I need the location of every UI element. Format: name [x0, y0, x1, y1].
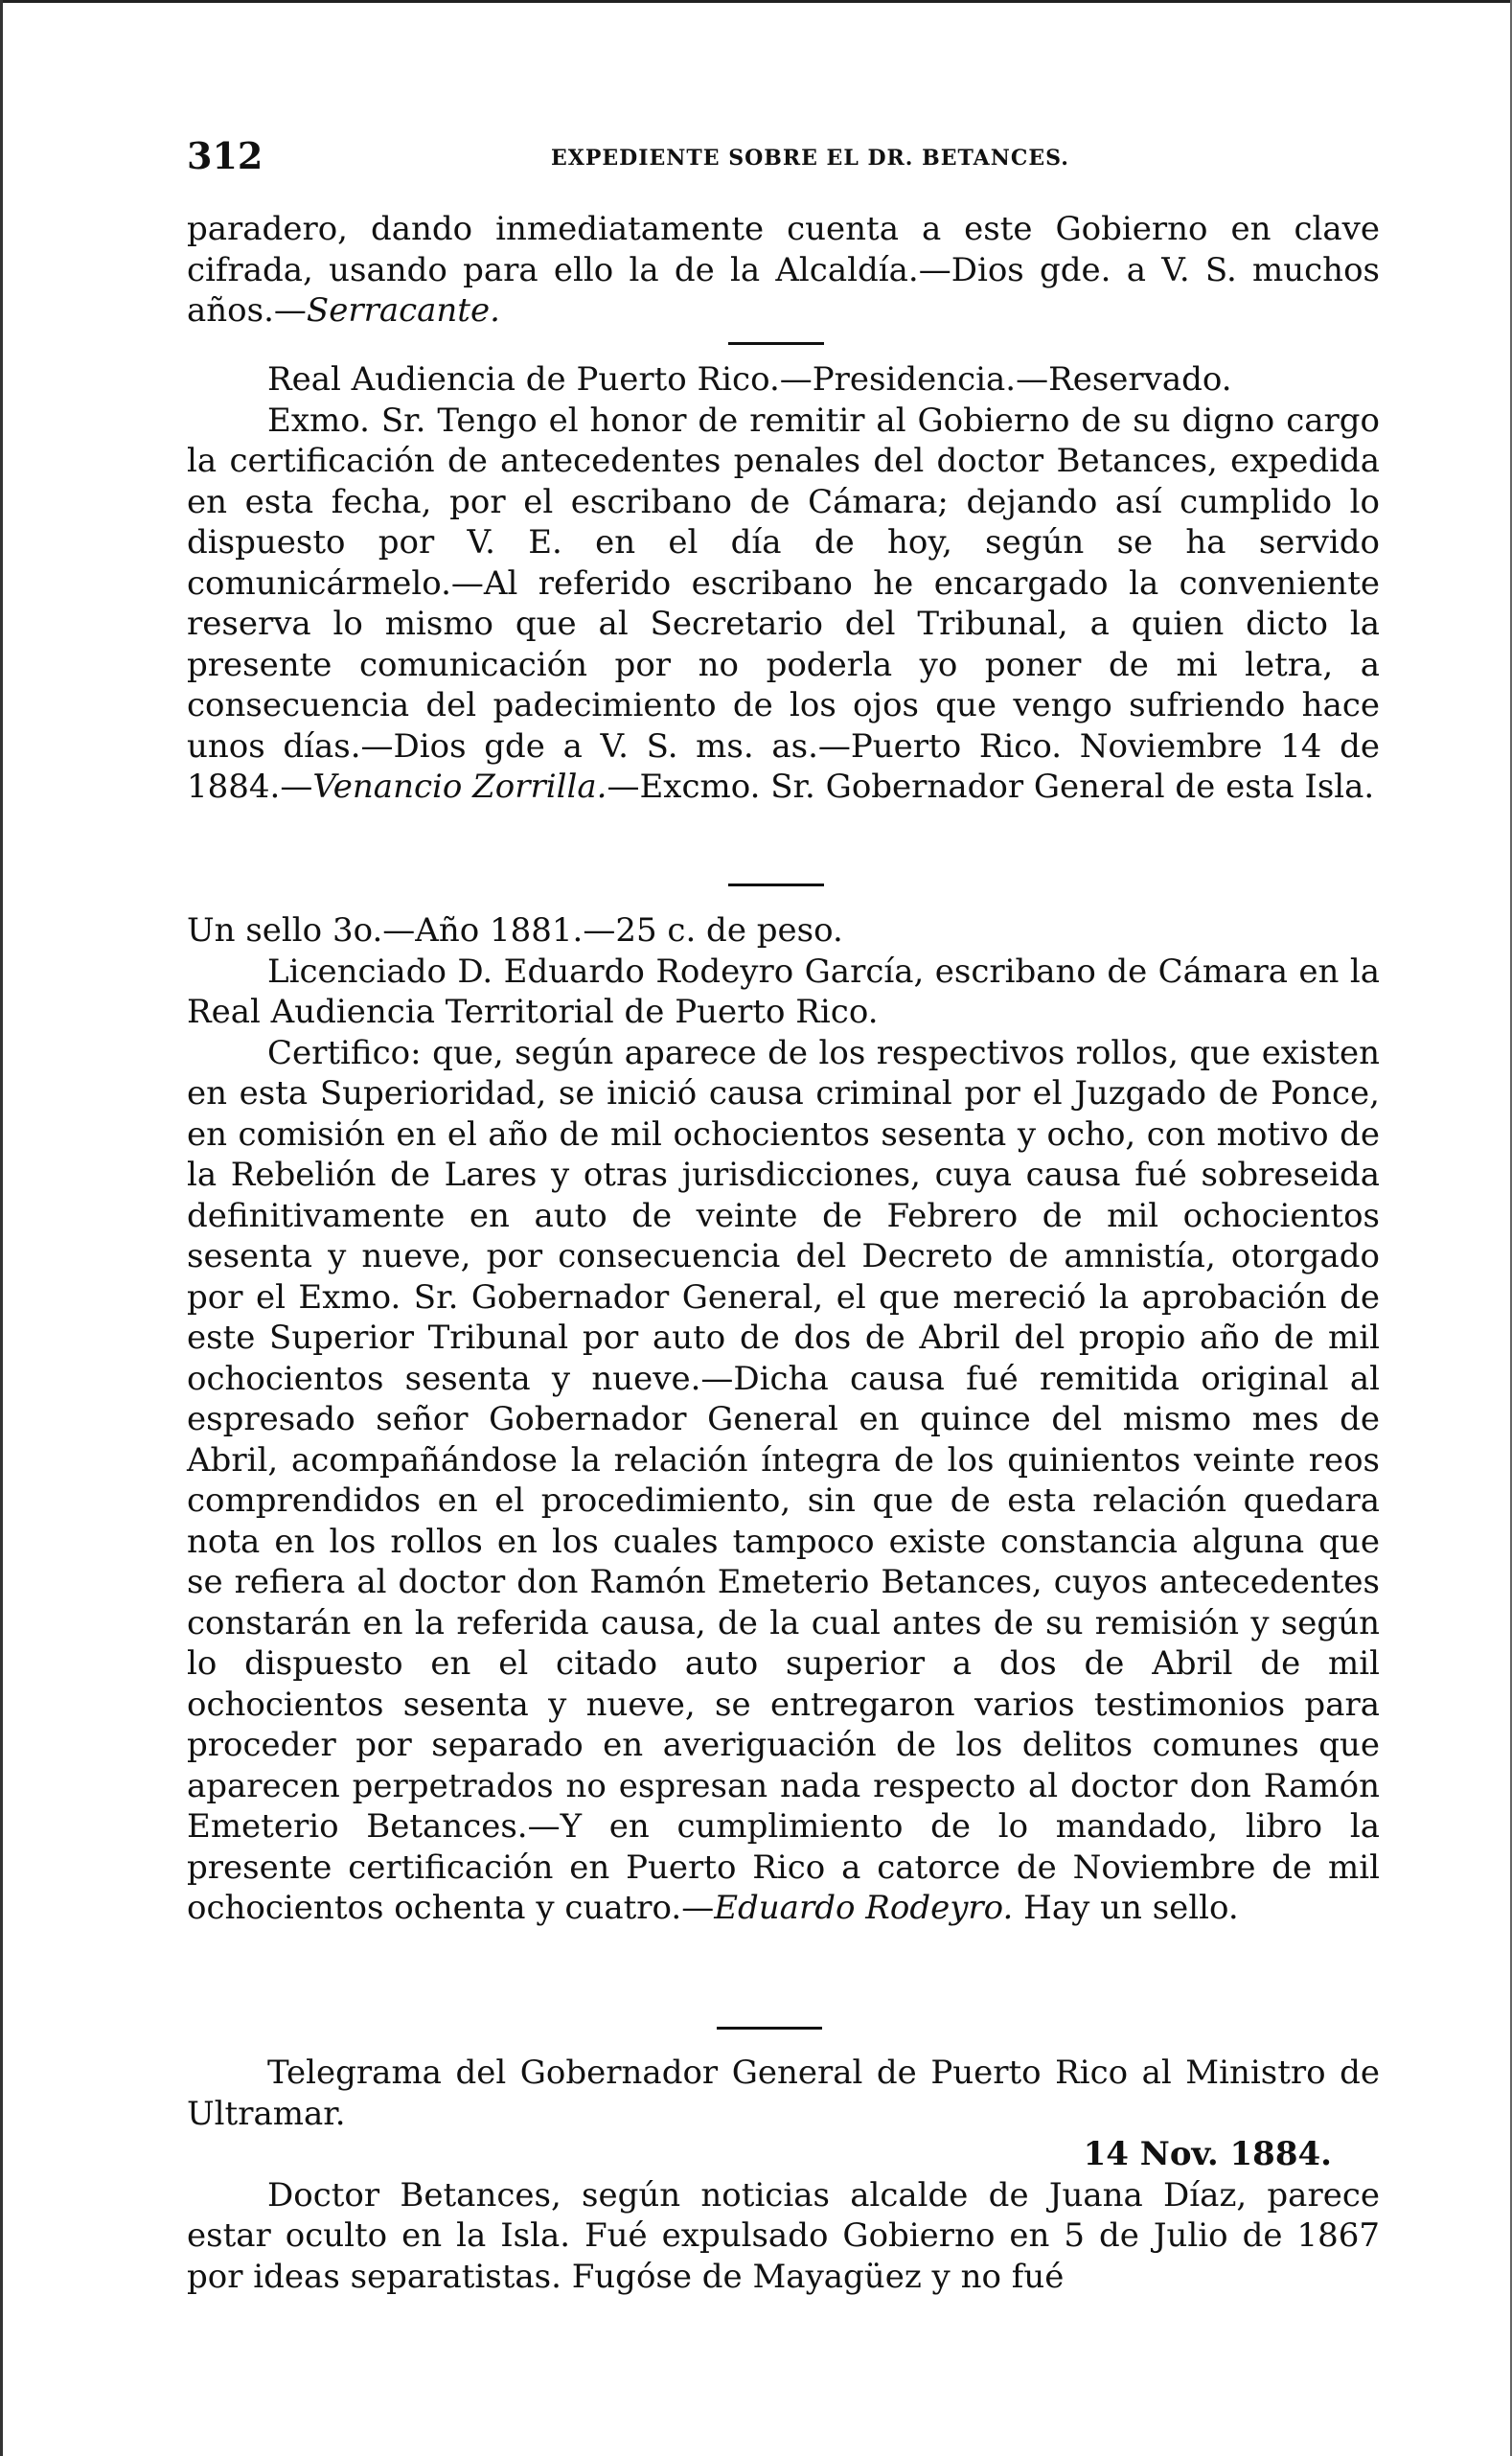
section-divider-2	[728, 884, 824, 886]
top-border-rule	[0, 0, 1512, 3]
block2-heading: Real Audiencia de Puerto Rico.—Presidencia.—Reservado.	[267, 360, 1232, 399]
page-header	[187, 134, 1375, 182]
block4-body: Doctor Betances, según noticias alcalde de Juana Díaz, parece estar oculto en la Isla. Fué expulsado Gobierno en 5 de Julio de 1867 por ideas separatistas. Fugóse de Mayagüez y no fué	[187, 2175, 1380, 2296]
block2-body-start: Exmo. Sr. Tengo el honor de remitir al Gobierno de su digno cargo la certificación de antecedentes penales del doctor Betances, expedida en esta fecha, por el escribano de Cámara; dejando así cumplido lo dispuesto por V. E. en el día de hoy, según se ha servido comunicármelo.—Al referido escribano he encargado la conveniente reserva lo mismo que al Secretario del Tribunal, a quien dicto la presente comunicación por no poderla yo poner de mi letra, a consecuencia del padecimiento de los ojos que vengo sufriendo hace unos días.—Dios gde a V. S. ms. as.—Puerto Rico. Noviembre 14 de 1884.—	[187, 401, 1380, 806]
block1-text: paradero, dando inmediatamente cuenta a este Gobierno en clave cifrada, usando para ello la de la Alcaldía.—Dios gde. a V. S. muchos años.—	[187, 210, 1380, 330]
block3-stamp: Un sello 3o.—Año 1881.—25 c. de peso.	[187, 911, 843, 950]
block3-signature: Eduardo Rodeyro.	[714, 1889, 1014, 1927]
section-divider-1	[728, 342, 824, 345]
running-head: EXPEDIENTE SOBRE EL DR. BETANCES.	[551, 146, 1069, 171]
block2-body	[187, 401, 1380, 808]
page-number: 312	[187, 134, 263, 177]
block-certificate	[187, 910, 1380, 1929]
block3-closing: Hay un sello.	[1013, 1889, 1239, 1927]
block3-body-text: Certifico: que, según aparece de los respectivos rollos, que existen en esta Superioridad, se inició causa criminal por el Juzgado de Ponce, en comisión en el año de mil ochocientos sesenta y ocho, con motivo de la Rebelión de Lares y otras jurisdicciones, cuya causa fué sobreseida definitivamente en auto de veinte de Febrero de mil ochocientos sesenta y nueve, por consecuencia del Decreto de amnistía, otorgado por el Exmo. Sr. Gobernador General, el que mereció la aprobación de este Superior Tribunal por auto de dos de Abril del propio año de mil ochocientos sesenta y nueve.—Dicha causa fué remitida original al espresado señor Gobernador General en quince del mismo mes de Abril, acompañándose la relación íntegra de los quinientos veinte reos comprendidos en el procedimiento, sin que de esta relación quedara nota en los rollos en los cuales tampoco existe constancia alguna que se refiera al doctor don Ramón Emeterio Betances, cuyos antecedentes constarán en la referida causa, de la cual antes de su remisión y según lo dispuesto en el citado auto superior a dos de Abril de mil ochocientos sesenta y nueve, se entregaron varios testimonios para proceder por separado en averiguación de los delitos comunes que aparecen perpetrados no espresan nada respecto al doctor don Ramón Emeterio Betances.—Y en cumplimiento de lo mandado, libro la presente certificación en Puerto Rico a catorce de Noviembre de mil ochocientos ochenta y cuatro.—	[187, 1033, 1380, 1927]
block4-heading: Telegrama del Gobernador General de Puerto Rico al Ministro de Ultramar.	[187, 2054, 1380, 2133]
block-telegram	[187, 2053, 1380, 2297]
block-letter-closing	[187, 209, 1380, 332]
block3-body	[187, 1033, 1380, 1929]
block3-intro: Licenciado D. Eduardo Rodeyro García, escribano de Cámara en la Real Audiencia Territorial de Puerto Rico.	[187, 952, 1380, 1031]
left-border-rule	[0, 0, 3, 2456]
block1-signature: Serracante.	[306, 291, 500, 330]
block4-date: 14 Nov. 1884.	[1083, 2135, 1332, 2173]
block-audiencia-letter	[187, 359, 1380, 808]
block2-signature: Venancio Zorrilla.	[312, 768, 607, 806]
section-divider-3	[717, 2027, 822, 2030]
block2-body-end: —Excmo. Sr. Gobernador General de esta Isla.	[607, 768, 1375, 806]
block1-paragraph	[187, 209, 1380, 332]
